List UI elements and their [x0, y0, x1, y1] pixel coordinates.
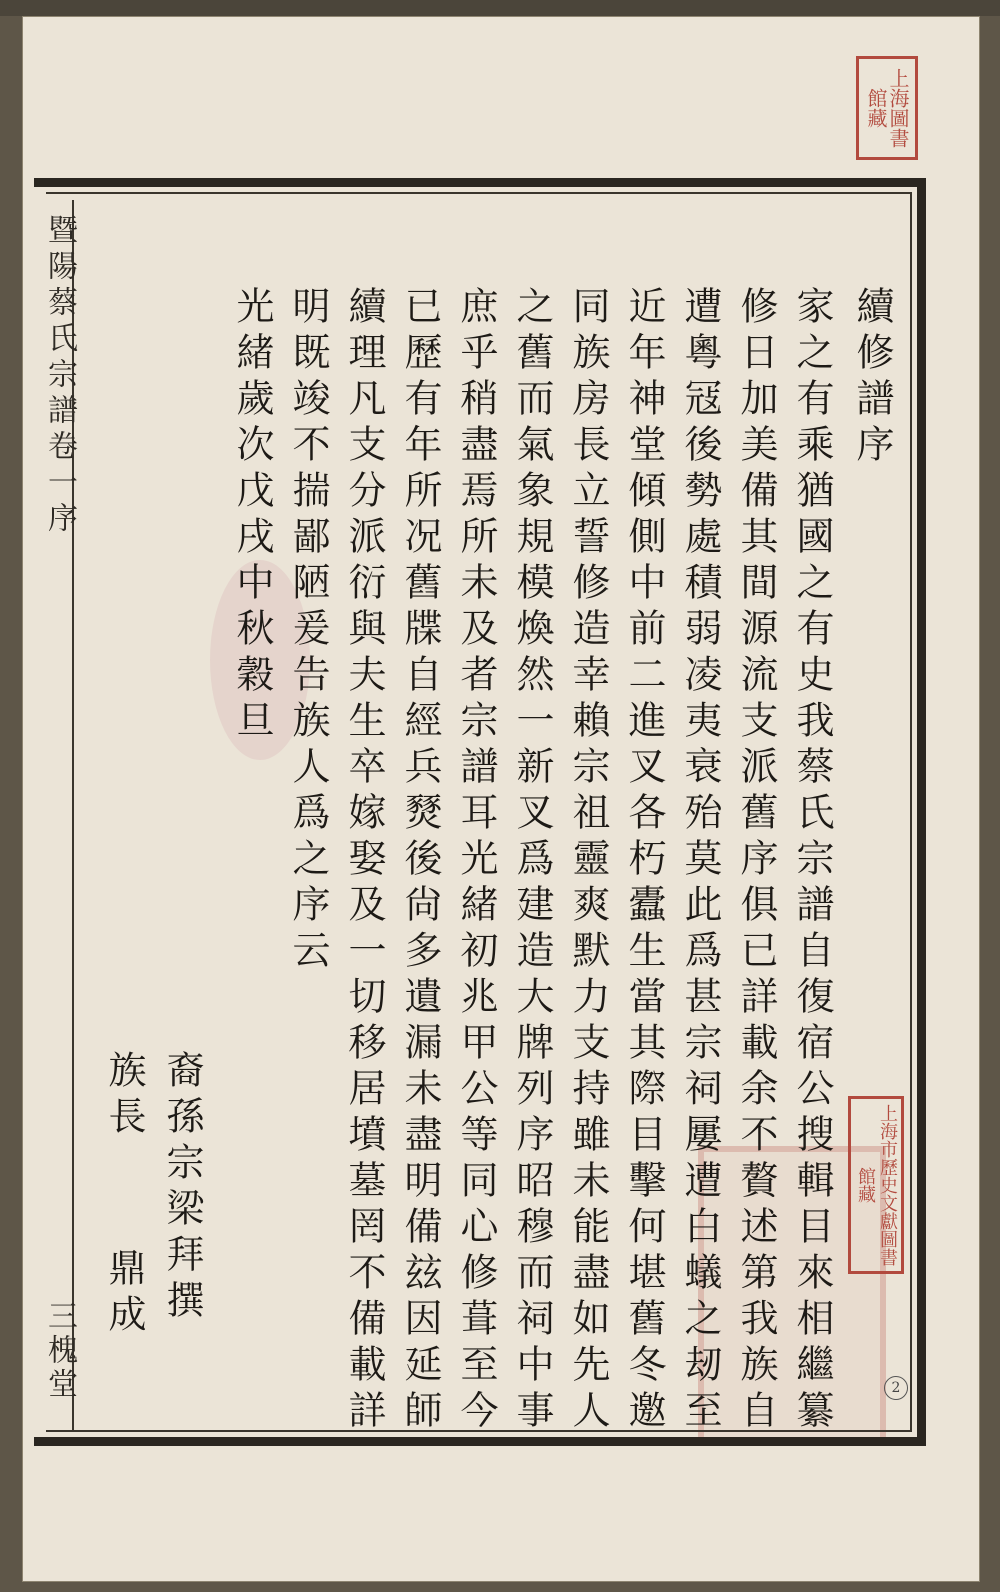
text-column-2: 修日加美備其間源流支派舊序俱已詳載余不贅述第我族自	[734, 286, 778, 1436]
text-column-9: 續理凡支分派衍與夫生卒嫁娶及一切移居墳墓罔不備載詳	[342, 286, 386, 1436]
date-column: 光緒歲次戊戌中秋穀旦	[230, 286, 274, 746]
gutter-hall-name: 三槐堂	[42, 1300, 77, 1402]
text-column-3: 遭粵冦後勢處積弱凌夷衰殆莫此爲甚宗祠屢遭白蟻之刼至	[678, 286, 722, 1436]
text-column-8: 已歷有年所况舊牒自經兵燹後尙多遺漏未盡明備玆因延師	[398, 286, 442, 1436]
library-seal-top	[856, 56, 918, 160]
text-column-5: 同族房長立誓修造幸賴宗祖靈爽默力支持雖未能盡如先人	[566, 286, 610, 1436]
clan-head-label: 族長	[102, 1050, 146, 1142]
text-column-6: 之舊而氣象規模煥然一新叉爲建造大牌列序昭穆而祠中事	[510, 286, 554, 1436]
seal-top-text: 上海圖書館藏	[864, 68, 910, 148]
library-seal-mid	[848, 1096, 904, 1274]
page-number-mark: 2	[884, 1376, 908, 1400]
gutter-section-text: 序	[42, 502, 77, 538]
seal-mid-text: 上海市歷史文獻圖書館藏	[855, 1104, 898, 1266]
text-column-4: 近年神堂傾側中前二進叉各朽蠹生當其際目擊何堪舊冬邀	[622, 286, 666, 1436]
clan-head-name: 鼎成	[102, 1248, 146, 1340]
gutter-book-title	[37, 214, 81, 538]
text-column-1: 家之有乘猶國之有史我蔡氏宗譜自復宿公搜輯目來相繼纂	[790, 286, 834, 1436]
preface-title: 續修譜序	[850, 286, 894, 470]
gutter-volume-text: 卷一	[42, 430, 77, 502]
text-column-7: 庶乎稍盡焉所未及者宗譜耳光緒初兆甲公等同心修葺至今	[454, 286, 498, 1436]
text-column-10: 明既竣不揣鄙陋爰告族人爲之序云	[286, 286, 330, 976]
scan-edge	[0, 0, 1000, 16]
author-signature: 裔孫宗梁拜撰	[160, 1050, 204, 1326]
gutter-title-text: 暨陽蔡氏宗譜	[42, 214, 77, 430]
